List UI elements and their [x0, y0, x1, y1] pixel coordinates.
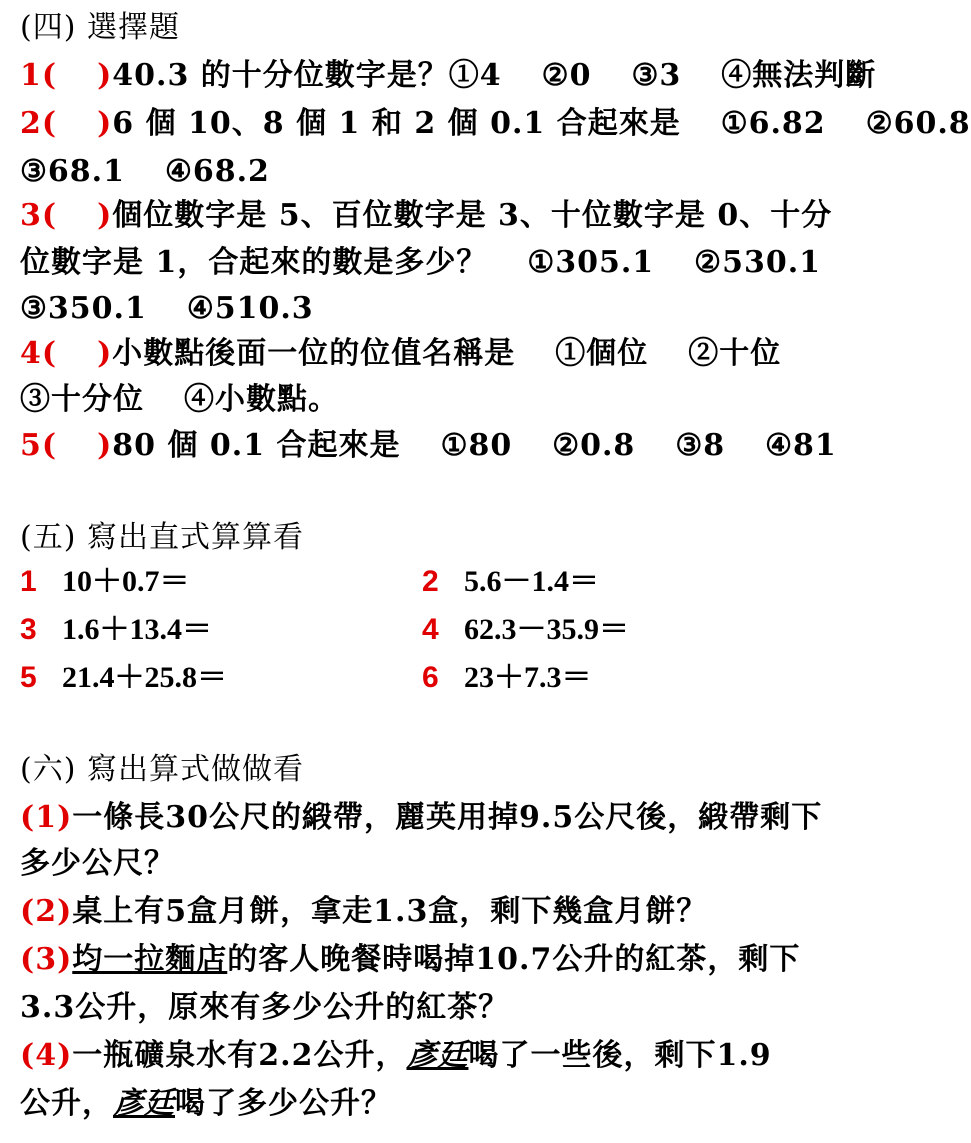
- question-text: 小數點後面一位的位值名稱是: [112, 336, 516, 371]
- question-number: 2(: [20, 106, 58, 141]
- equation-row: [20, 562, 920, 602]
- question-2-options-cont: [20, 152, 270, 192]
- option: ③8: [675, 428, 726, 463]
- question-2: [20, 104, 971, 144]
- option: ①80: [440, 428, 513, 463]
- question-text: 40.3 的十分位數字是？: [112, 58, 449, 93]
- equation-number: 5: [20, 661, 37, 694]
- problem-number: (1): [20, 800, 73, 835]
- problem-number: (4): [20, 1038, 73, 1073]
- problem-text: 的客人晚餐時喝掉10.7公升的紅茶，剩下: [227, 942, 801, 977]
- option: ①4: [448, 58, 502, 93]
- option: ④68.2: [164, 154, 270, 189]
- question-3: [20, 196, 832, 236]
- option: ①個位: [555, 336, 649, 371]
- problem-text: 公升，: [20, 1086, 113, 1121]
- problem-text: 一瓶礦泉水有2.2公升，: [72, 1038, 407, 1073]
- problem-number: (2): [20, 894, 73, 929]
- equation: 21.4＋25.8＝: [62, 661, 227, 694]
- question-number: 4(: [20, 336, 58, 371]
- option: ①305.1: [527, 245, 655, 280]
- section-4-heading: (四) 選擇題: [20, 10, 180, 45]
- person-name: 彥廷: [406, 1038, 469, 1073]
- answer-blank-close: ): [97, 336, 113, 371]
- option: ②0: [541, 58, 592, 93]
- question-4: [20, 334, 781, 374]
- problem-3-cont: [20, 988, 509, 1028]
- equation: 62.3－35.9＝: [464, 613, 629, 646]
- problem-text: 多少公尺？: [20, 846, 175, 881]
- option: ②0.8: [552, 428, 636, 463]
- answer-blank-close: ): [97, 106, 113, 141]
- option: ②60.8: [865, 106, 971, 141]
- equation: 23＋7.3＝: [464, 661, 592, 694]
- option: ②十位: [688, 336, 782, 371]
- equation: 1.6＋13.4＝: [62, 613, 212, 646]
- equation-number: 3: [20, 613, 37, 646]
- problem-4-cont: [20, 1084, 392, 1124]
- option: ③十分位: [20, 382, 144, 417]
- option: ③350.1: [20, 291, 147, 326]
- option: ④小數點。: [184, 382, 339, 417]
- question-text: 6 個 10、8 個 1 和 2 個 0.1 合起來是: [112, 106, 681, 141]
- equation-number: 2: [422, 565, 439, 598]
- option: ④81: [765, 428, 837, 463]
- section-6-heading: (六) 寫出算式做做看: [20, 752, 304, 787]
- equation-number: 1: [20, 565, 37, 598]
- answer-blank-close: ): [97, 428, 113, 463]
- equation: 5.6－1.4＝: [464, 565, 599, 598]
- problem-text: 喝了一些後，剩下1.9: [468, 1038, 772, 1073]
- question-4-options-cont: [20, 380, 339, 420]
- equation-row: [20, 658, 920, 698]
- problem-1: [20, 798, 822, 838]
- problem-1-cont: [20, 844, 175, 884]
- problem-text: 桌上有5盒月餅，拿走1.3盒，剩下幾盒月餅？: [72, 894, 708, 929]
- option: ③68.1: [20, 154, 125, 189]
- equation: 10＋0.7＝: [62, 565, 190, 598]
- question-text: 個位數字是 5、百位數字是 3、十位數字是 0、十分: [112, 198, 833, 233]
- problem-3: [20, 940, 800, 980]
- problem-text: 3.3公升，原來有多少公升的紅茶？: [20, 990, 510, 1025]
- answer-blank-close: ): [97, 58, 113, 93]
- answer-blank-close: ): [97, 198, 113, 233]
- option: ①6.82: [720, 106, 826, 141]
- question-3-options-cont: [20, 289, 314, 329]
- section-5-heading: (五) 寫出直式算算看: [20, 520, 304, 555]
- proper-noun-underlined: 均一拉麵店: [72, 942, 228, 977]
- question-number: 1(: [20, 58, 58, 93]
- question-5: [20, 426, 837, 466]
- problem-text: 喝了多少公升？: [175, 1086, 392, 1121]
- question-text: 80 個 0.1 合起來是: [112, 428, 401, 463]
- problem-number: (3): [20, 942, 73, 977]
- option: ②530.1: [694, 245, 822, 280]
- person-name: 彥廷: [113, 1086, 175, 1121]
- question-1: [20, 56, 876, 96]
- question-number: 5(: [20, 428, 58, 463]
- problem-4: [20, 1036, 772, 1076]
- equation-number: 6: [422, 661, 439, 694]
- option: ④510.3: [186, 291, 314, 326]
- equation-number: 4: [422, 613, 439, 646]
- option: ③3: [631, 58, 682, 93]
- problem-2: [20, 892, 707, 932]
- question-number: 3(: [20, 198, 58, 233]
- equation-row: [20, 610, 920, 650]
- problem-text: 一條長30公尺的緞帶，麗英用掉9.5公尺後，緞帶剩下: [72, 800, 823, 835]
- question-text: 位數字是 1，合起來的數是多少？: [20, 245, 488, 280]
- question-3-cont: [20, 243, 821, 283]
- option: ④無法判斷: [721, 58, 877, 93]
